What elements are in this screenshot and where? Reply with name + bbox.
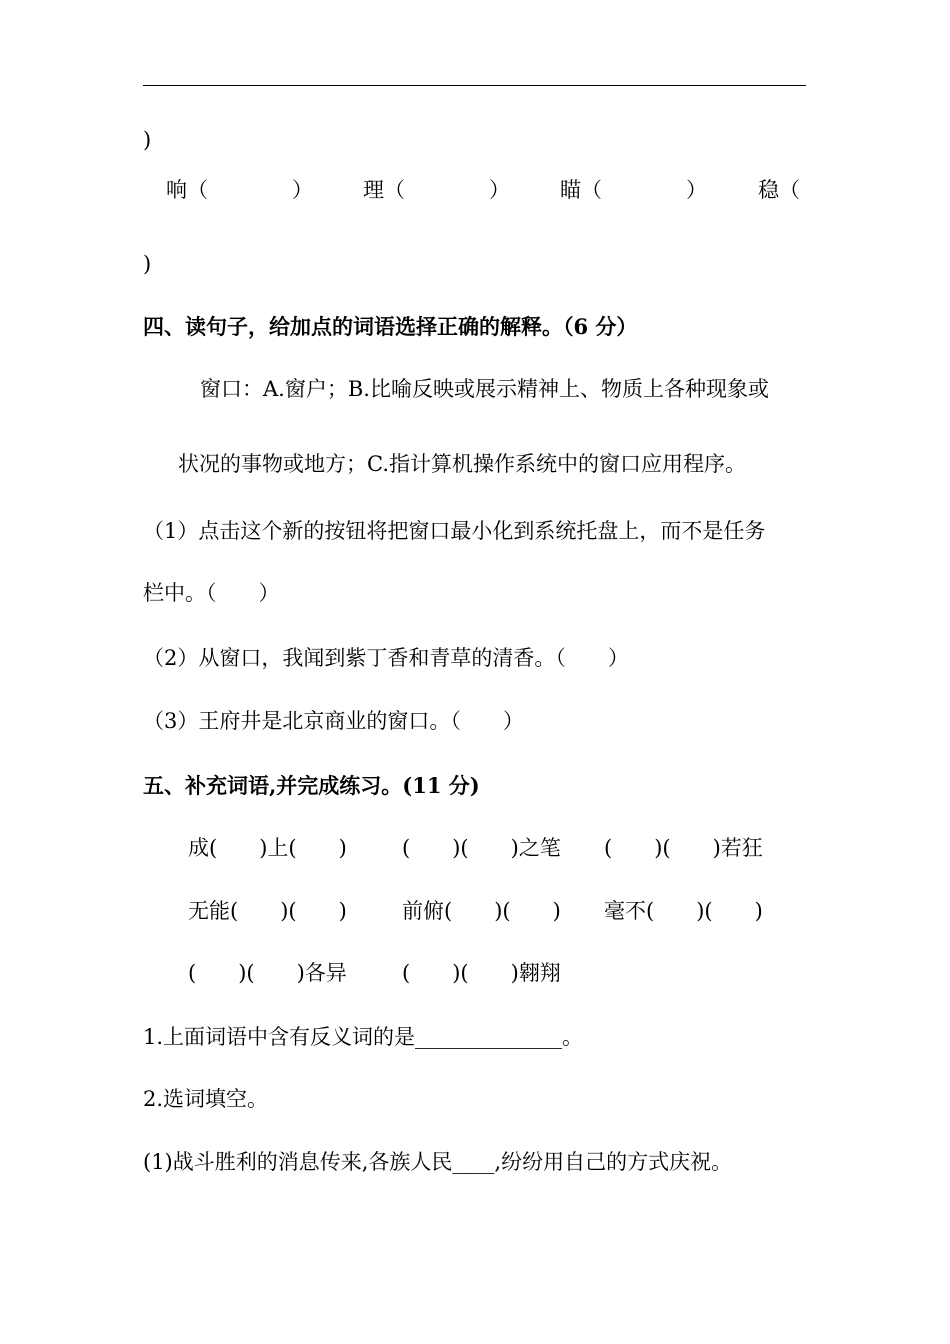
char-item-miao: 瞄（ ）	[560, 178, 707, 202]
section5-heading: 五、补充词语,并完成练习。(11 分)	[143, 773, 480, 798]
idiom-4: 无能( )( )	[188, 899, 347, 923]
idiom-6: 毫不( )( )	[604, 899, 763, 923]
definition-line-2: 状况的事物或地方；C.指计算机操作系统中的窗口应用程序。	[178, 452, 746, 476]
idiom-7: ( )( )各异	[188, 961, 347, 985]
idiom-2: ( )( )之笔	[402, 836, 561, 860]
char-item-xiang: 响（ ）	[166, 178, 313, 202]
char-item-li: 理（ ）	[363, 178, 510, 202]
exercise-1: 1.上面词语中含有反义词的是______________。	[143, 1025, 584, 1049]
definition-line-1: 窗口：A.窗户；B.比喻反映或展示精神上、物质上各种现象或	[200, 377, 769, 401]
question-1-line-2: 栏中。（ ）	[143, 581, 280, 605]
question-3: （3）王府井是北京商业的窗口。（ ）	[143, 709, 524, 733]
exercise-2-1: (1)战斗胜利的消息传来,各族人民____,纷纷用自己的方式庆祝。	[143, 1150, 733, 1174]
char-item-wen: 稳（	[758, 178, 800, 202]
question-2: （2）从窗口，我闻到紫丁香和青草的清香。（ ）	[143, 646, 629, 670]
wrapped-paren-1: )	[143, 128, 152, 152]
exercise-2: 2.选词填空。	[143, 1087, 269, 1111]
idiom-3: ( )( )若狂	[604, 836, 763, 860]
idiom-8: ( )( )翱翔	[402, 961, 561, 985]
idiom-5: 前俯( )( )	[402, 899, 561, 923]
question-1-line-1: （1）点击这个新的按钮将把窗口最小化到系统托盘上，而不是任务	[143, 519, 766, 543]
top-rule	[143, 85, 806, 86]
section4-heading: 四、读句子，给加点的词语选择正确的解释。（6 分）	[143, 314, 638, 339]
idiom-1: 成( )上( )	[188, 836, 347, 860]
wrapped-paren-2: )	[143, 252, 152, 276]
